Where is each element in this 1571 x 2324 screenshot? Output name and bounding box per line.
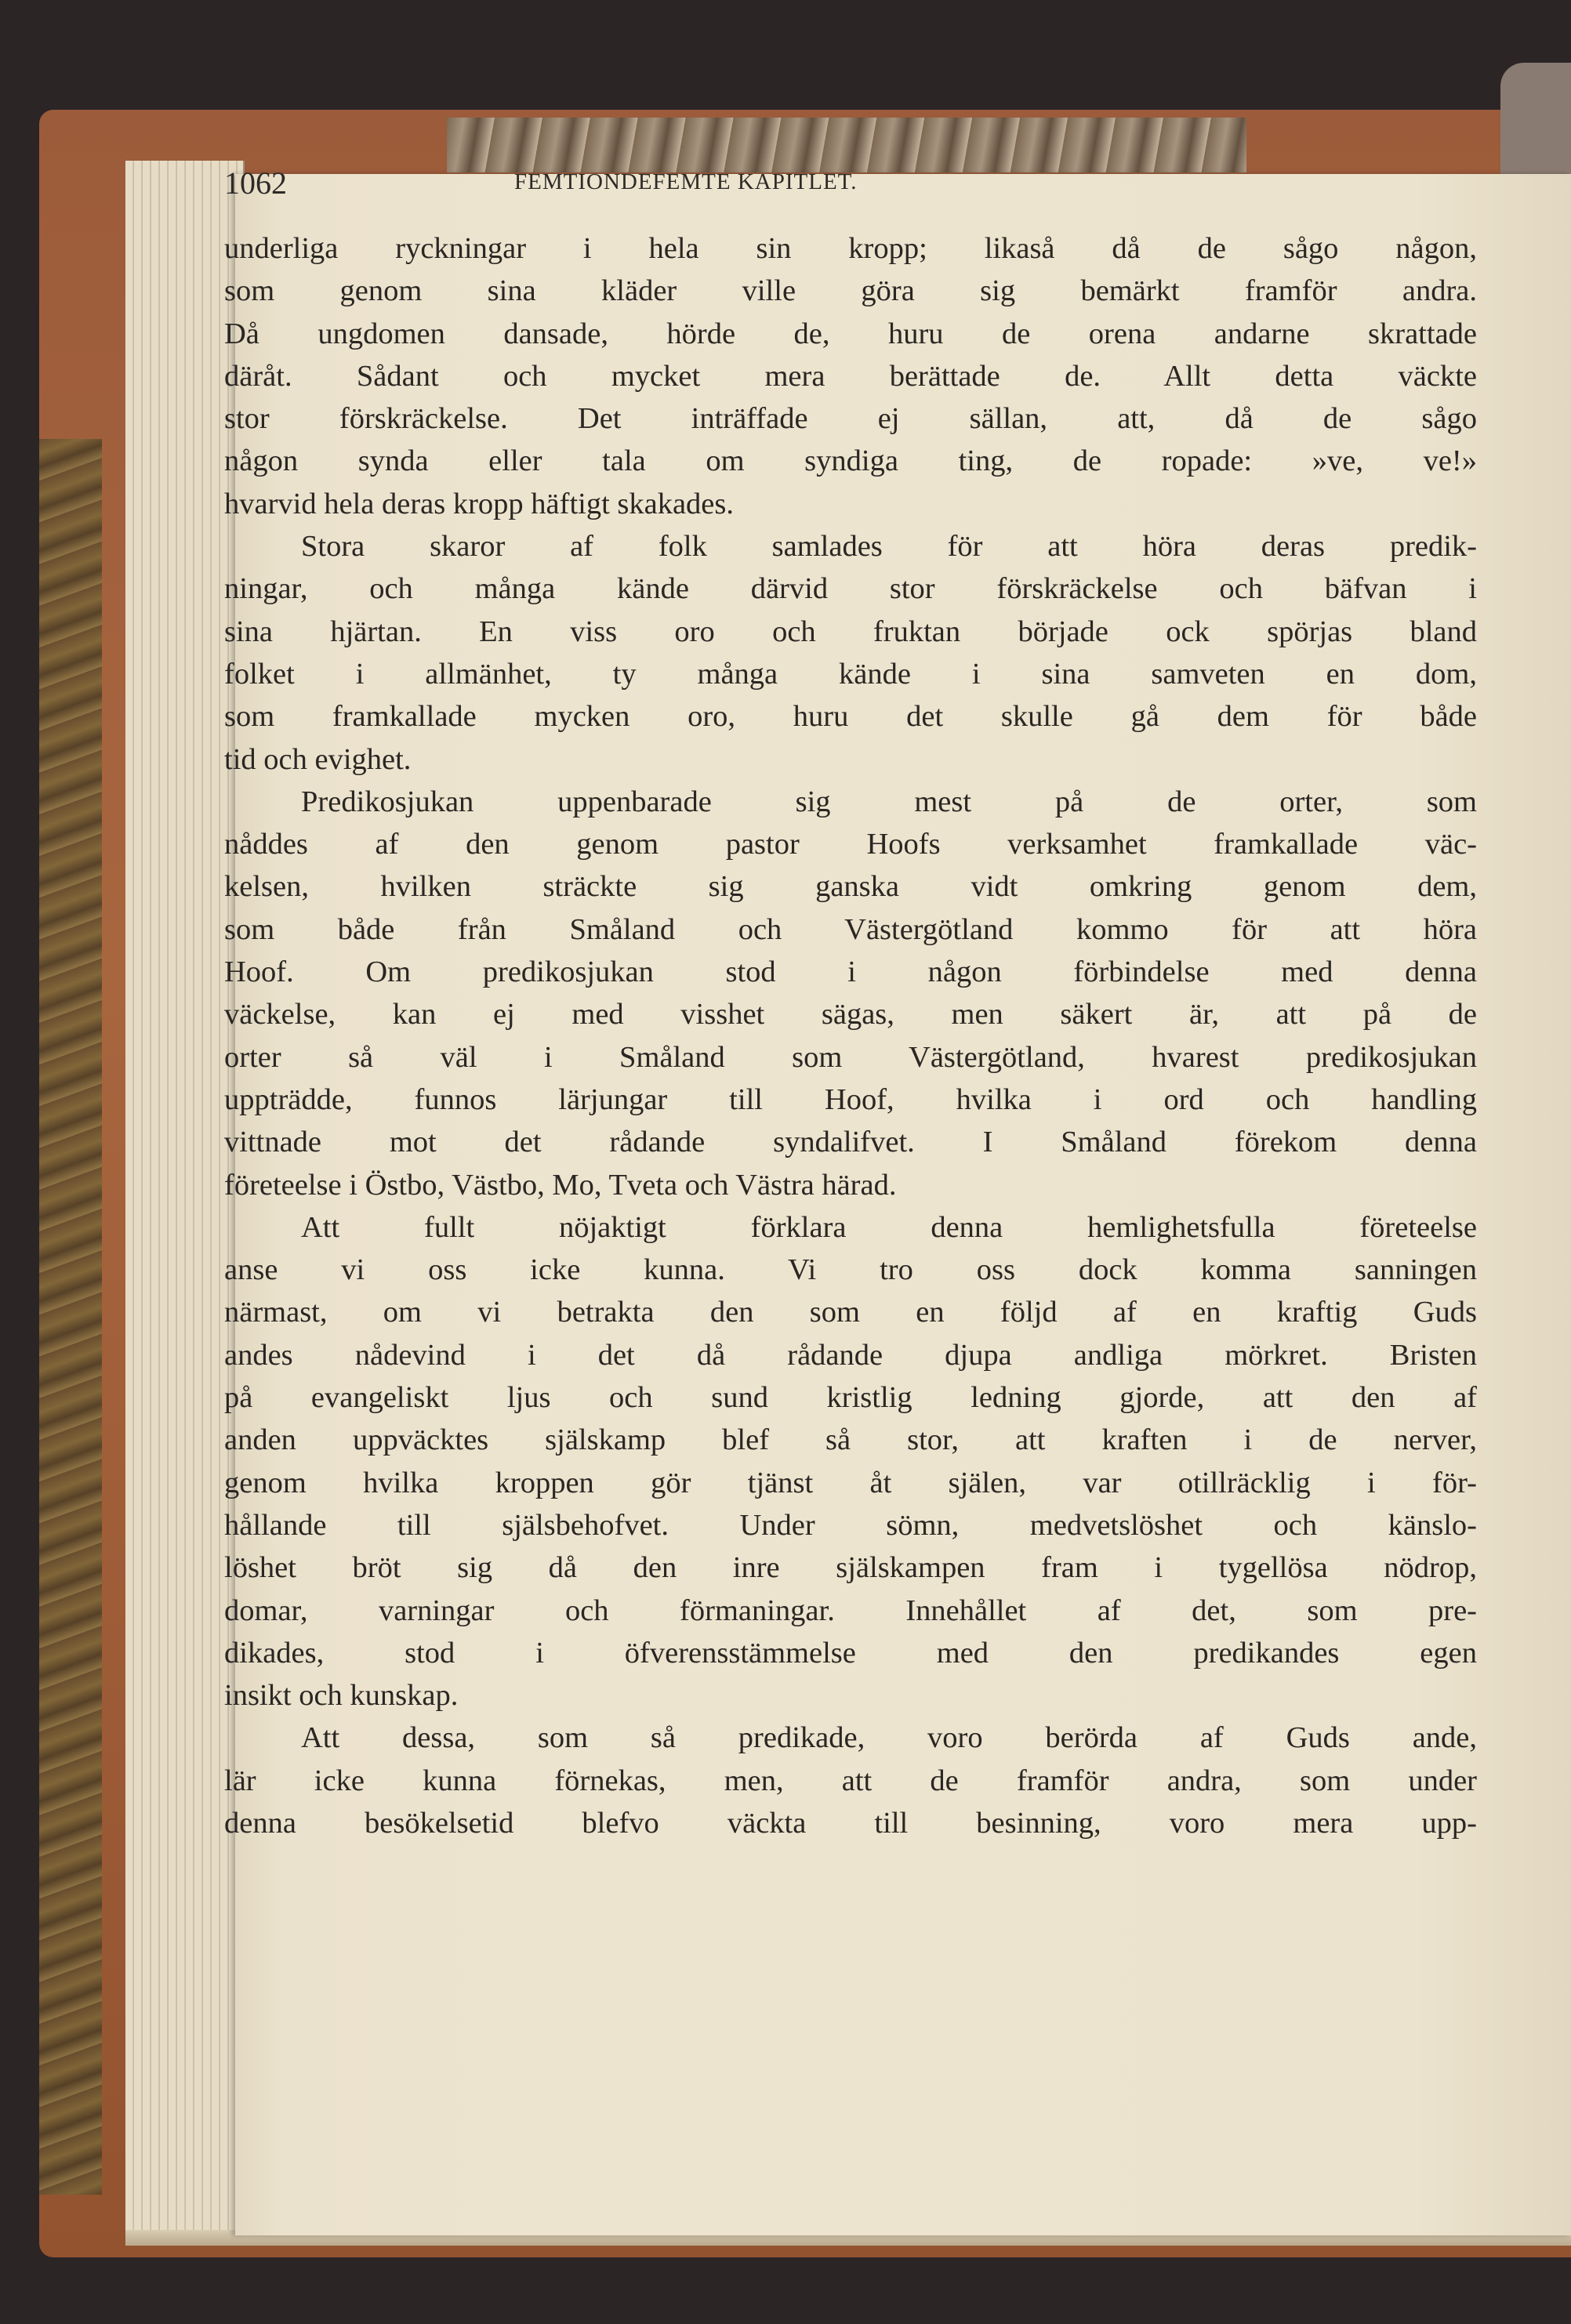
cover-corner bbox=[1500, 63, 1571, 188]
page-header bbox=[224, 165, 1322, 204]
text-line: orter så väl i Småland som Västergötland, hvarest predikosjukan bbox=[224, 1040, 1477, 1074]
text-line: anse vi oss icke kunna. Vi tro oss dock komma sanningen bbox=[224, 1253, 1477, 1287]
text-line: Stora skaror af folk samlades för att höra deras predik- bbox=[301, 530, 1477, 564]
text-line: Att fullt nöjaktigt förklara denna hemlighetsfulla företeelse bbox=[301, 1210, 1477, 1244]
text-line: lär icke kunna förnekas, men, att de framför andra, som under bbox=[224, 1764, 1477, 1797]
text-line: domar, varningar och förmaningar. Innehållet af det, som pre- bbox=[224, 1593, 1477, 1627]
running-head: FEMTIONDEFEMTE KAPITLET. bbox=[514, 169, 858, 194]
text-line: kelsen, hvilken sträckte sig ganska vidt omkring genom dem, bbox=[224, 870, 1477, 904]
text-line: Då ungdomen dansade, hörde de, huru de orena andarne skrattade bbox=[224, 317, 1477, 350]
text-line: anden uppväcktes själskamp blef så stor, att kraften i de nerver, bbox=[224, 1423, 1477, 1457]
text-line: Predikosjukan uppenbarade sig mest på de orter, som bbox=[301, 785, 1477, 818]
text-line: Hoof. Om predikosjukan stod i någon förbindelse med denna bbox=[224, 955, 1477, 989]
text-line: på evangeliskt ljus och sund kristlig ledning gjorde, att den af bbox=[224, 1381, 1477, 1415]
body-text bbox=[224, 227, 1477, 1844]
text-line: denna besökelsetid blefvo väckta till besinning, voro mera upp- bbox=[224, 1806, 1477, 1840]
page-number: 1062 bbox=[224, 165, 287, 201]
text-line: uppträdde, funnos lärjungar till Hoof, hvilka i ord och handling bbox=[224, 1082, 1477, 1116]
text-line: underliga ryckningar i hela sin kropp; likaså då de sågo någon, bbox=[224, 232, 1477, 265]
text-line: löshet bröt sig då den inre själskampen fram i tygellösa nödrop, bbox=[224, 1551, 1477, 1585]
text-line: ningar, och många kände därvid stor förskräckelse och bäfvan i bbox=[224, 572, 1477, 606]
text-line: däråt. Sådant och mycket mera berättade de. Allt detta väckte bbox=[224, 359, 1477, 393]
text-line: som både från Småland och Västergötland kommo för att höra bbox=[224, 912, 1477, 946]
text-line: genom hvilka kroppen gör tjänst åt själen, var otillräcklig i för- bbox=[224, 1466, 1477, 1499]
text-line: dikades, stod i öfverensstämmelse med den predikandes egen bbox=[224, 1636, 1477, 1670]
text-line: som genom sina kläder ville göra sig bemärkt framför andra. bbox=[224, 274, 1477, 308]
text-line: nåddes af den genom pastor Hoofs verksamhet framkallade väc- bbox=[224, 828, 1477, 861]
text-line: insikt och kunskap. bbox=[224, 1679, 459, 1713]
text-line: andes nådevind i det då rådande djupa andliga mörkret. Bristen bbox=[224, 1338, 1477, 1372]
text-line: folket i allmänhet, ty många kände i sina samveten en dom, bbox=[224, 657, 1477, 691]
marbled-cover-edge bbox=[39, 439, 102, 2195]
text-line: vittnade mot det rådande syndalifvet. I Småland förekom denna bbox=[224, 1126, 1477, 1159]
text-line: hvarvid hela deras kropp häftigt skakades. bbox=[224, 487, 735, 520]
text-line: Att dessa, som så predikade, voro berörda af Guds ande, bbox=[301, 1721, 1477, 1755]
text-line: tid och evighet. bbox=[224, 742, 412, 776]
text-line: stor förskräckelse. Det inträffade ej sällan, att, då de sågo bbox=[224, 402, 1477, 436]
text-line: någon synda eller tala om syndiga ting, de ropade: »ve, ve!» bbox=[224, 444, 1477, 478]
text-line: sina hjärtan. En viss oro och fruktan började ock spörjas bland bbox=[224, 615, 1477, 648]
text-line: som framkallade mycken oro, huru det skulle gå dem för både bbox=[224, 700, 1477, 734]
text-line: hållande till själsbehofvet. Under sömn, medvetslöshet och känslo- bbox=[224, 1508, 1477, 1542]
text-line: väckelse, kan ej med visshet sägas, men säkert är, att på de bbox=[224, 998, 1477, 1031]
text-line: företeelse i Östbo, Västbo, Mo, Tveta och Västra härad. bbox=[224, 1168, 897, 1202]
text-line: närmast, om vi betrakta den som en följd af en kraftig Guds bbox=[224, 1296, 1477, 1329]
